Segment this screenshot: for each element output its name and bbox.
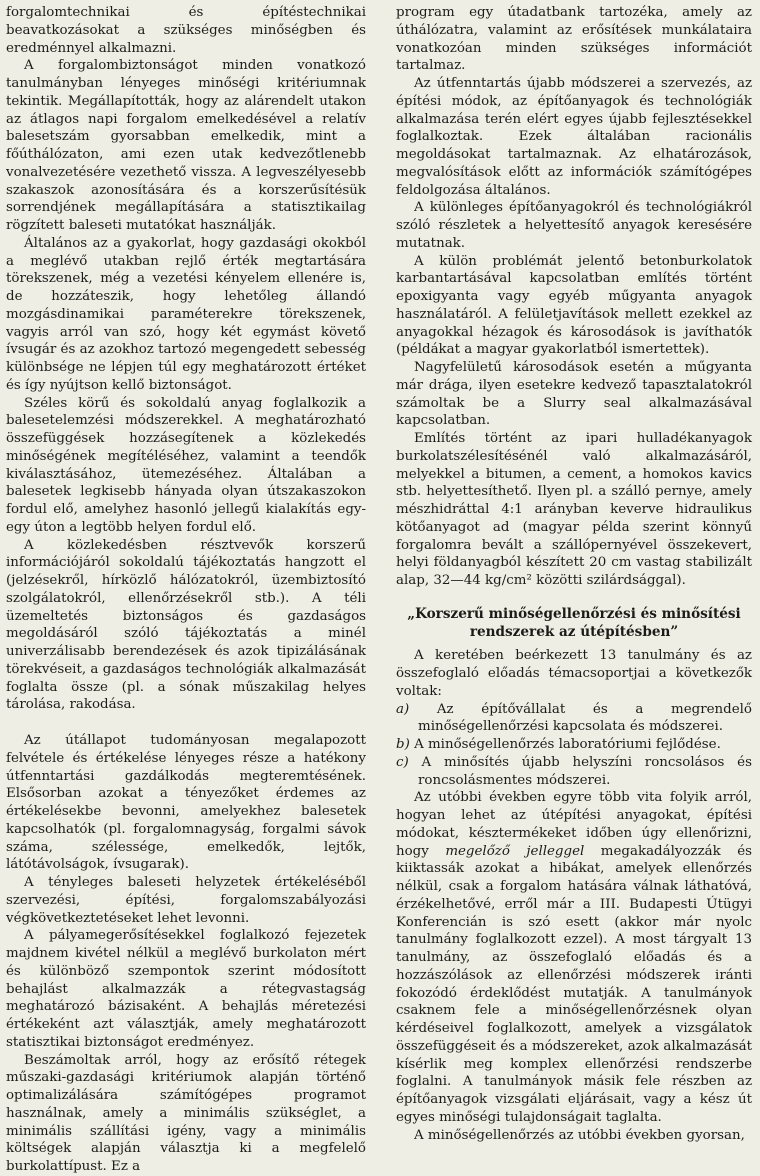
list-item-text: Az építővállalat és a megrendelő minőségellenőrzési kapcsolata és módszerei. (418, 701, 752, 735)
paragraph (396, 789, 752, 1126)
right-column (396, 4, 752, 1144)
list-marker: c) (396, 754, 409, 770)
list-item-text: A minősítés újabb helyszíni roncsolásos és roncsolásmentes módszerei. (418, 754, 752, 788)
paragraph: Széles körű és sokoldalú anyag foglalkozik a balesetelemzési módszerekkel. A meghatározható összefüggések hozzásegítenek a közlekedés minőségének megítéléséhez, valamint a teendők kiválasztásához, ütemezéséhez. Általában a balesetek legkisebb hányada olyan útszakaszokon fordul elő, amelyhez hasonló jellegű kialakítás egy-egy úton a legtöbb helyen fordul elő. (6, 395, 366, 535)
list-item (396, 701, 752, 737)
text-run: megakadályozzák és kiiktassák azokat a hibákat, amelyek ellenőrzés nélkül, csak a forgalom hatására válnak láthatóvá, érzékelhetővé, erről már a III. Budapesti Útügyi Konferencián is szó esett (akkor már nyolc tanulmány foglalkozott ezzel). A most tárgyalt 13 tanulmány, az összefoglaló előadás és a hozzászólások az ellenőrzési módszerek iránti fokozódó érdeklődést mutatják. A tanulmányok csaknem fele a minőségellenőrzésnek olyan kérdéseivel foglalkozott, amelyek a vizsgálatok összefüggéseit és a módszereket, azok alkalmazását kísérlik meg komplex ellenőrzési rendszerbe foglalni. A tanulmányok másik fele részben az építőanyagok vizsgálati eljárásait, vagy a kész út egyes minőségi tulajdonságait taglalta. (396, 843, 752, 1125)
paragraph: A különleges építőanyagokról és technológiákról szóló részletek a helyettesítő anyagok keresésére mutatnak. (396, 200, 752, 251)
paragraph: forgalomtechnikai és építéstechnikai beavatkozásokat a szükséges minőségben és eredménnyel alkalmazni. (6, 5, 366, 56)
list-item (396, 754, 752, 790)
list-item (396, 736, 752, 754)
section-heading: „Korszerű minőségellenőrzési és minősítési rendszerek az útépítésben” (407, 605, 741, 640)
left-column (6, 4, 366, 1176)
paragraph: Említés történt az ipari hulladékanyagok burkolatszélesítésénél való alkalmazásáról, melyekkel a bitumen, a cement, a homokos kavics stb. helyettesíthető. Ilyen pl. a szálló pernye, amely mészhidráttal 4:1 arányban keverve hidraulikus kötőanyagot ad (magyar példa szerint könnyű forgalomra bevált a szállópernyével összekevert, helyi földanyagból készített 20 cm vastag stabilizált alap, 32—44 kg/cm² közötti szilárdsággal). (396, 431, 752, 588)
paragraph (396, 1127, 752, 1145)
paragraph: A közlekedésben résztvevők korszerű információjáról sokoldalú tájékoztatás hangzott el (jelzésekről, hírközlő hálózatokról, üzembiztosító szolgálatokról, ellenőrzésekről stb.). A téli üzemeltetés biztonságos és gazdaságos megoldásáról szóló tájékoztatás a minél univerzálisabb berendezések és azok tipizálásának törekvéseit, a gazdaságos technológiák alkalmazását foglalta össze (pl. a sónak műszakilag helyes tárolása, rakodása. (6, 537, 366, 713)
paragraph: A tényleges baleseti helyzetek értékeléséből szervezési, építési, forgalomszabályozási végkövetkeztetéseket lehet levonni. (6, 875, 366, 926)
text-run: Az utóbbi években egyre több vita folyik arról, hogyan lehet az útépítési anyagokat, építési módokat, késztermékeket időben úgy ellenőrizni, hogy (396, 790, 752, 859)
paragraph: Nagyfelületű károsodások esetén a műgyanta már drága, ilyen esetekre kedvező tapasztalatokról számoltak be a Slurry seal alkalmazásával kapcsolatban. (396, 360, 752, 429)
list-item-text: A minőségellenőrzés laboratóriumi fejlődése. (414, 737, 721, 752)
paragraph: A forgalombiztonságot minden vonatkozó tanulmányban lényeges minőségi kritériumnak tekintik. Megállapították, hogy az alárendelt utakon az átlagos napi forgalom emelkedésével a relatív balesetszám gyorsabban emelkedik, mint a főúthálózaton, ami ezen utak kedvezőtlenebb vonalvezetésére vezethető vissza. A legveszélyesebb szakaszok azonosítására és a korszerűsítésük sorrendjének megállapítására a statisztikailag rögzített baleseti mutatókat használják. (6, 58, 366, 233)
paragraph: Az útfenntartás újabb módszerei a szervezés, az építési módok, az építőanyagok és technológiák alkalmazása terén elért egyes újabb fejlesztésekkel foglalkoztak. Ezek általában racionális megoldásokat tartalmaznak. Az elhatározások, megvalósítások előtt az információk számítógépes feldolgozása általános. (396, 76, 752, 198)
paragraph: Az útállapot tudományosan megalapozott felvétele és értékelése lényeges része a hatékony útfenntartási gazdálkodás megteremtésének. Elsősorban azokat a tényezőket érdemes az értékelésekbe bevonni, amelyekhez balesetek kapcsolhatók (pl. forgalomnagyság, forgalmi sávok száma, szélessége, emelkedők, lejtők, látótávolságok, ívsugarak). (6, 733, 366, 873)
paragraph: A pályamegerősítésekkel foglalkozó fejezetek majdnem kivétel nélkül a meglévő burkolaton mért és különböző szempontok szerint módosított behajlást alkalmazzák a rétegvastagság meghatározó bázisaként. A behajlás méretezési értékeként azt választják, amely meghatározott statisztikai biztonságot eredményez. (6, 928, 366, 1050)
paragraph: program egy útadatbank tartozéka, amely az úthálózatra, valamint az erősítések munkálataira vonatkozóan minden szükséges információt tartalmaz. (396, 5, 752, 74)
paragraph: Általános az a gyakorlat, hogy gazdasági okokból a meglévő utakban rejlő érték megtartására törekszenek, még a vezetési kényelem ellenére is, de hozzáteszik, hogy lehetőleg állandó mozgásdinamikai paraméterekre törekszenek, vagyis arról van szó, hogy két egymást követő ívsugár és az azokhoz tartozó megengedett sebesség különbsége ne lépjen túl egy meghatározott értéket és így nyújtson kellő biztonságot. (6, 235, 366, 393)
paragraph: Beszámoltak arról, hogy az erősítő rétegek műszaki-gazdasági kritériumok alapján történő optimalizálására számítógépes programot használnak, amely a minimális szükséglet, a minimális szállítási igény, vagy a minimális költségek alapján választja ki a megfelelő burkolattípust. Ez a (6, 1052, 366, 1174)
paragraph: A külön problémát jelentő betonburkolatok karbantartásával kapcsolatban említés történt epoxigyanta vagy egyéb műgyanta anyagok használatáról. A felületjavítások mellett ezekkel az anyagokkal hézagok és károsodások is javíthatók (példákat a magyar gyakorlatból ismertettek). (396, 253, 752, 358)
paragraph: A keretében beérkezett 13 tanulmány és az összefoglaló előadás témacsoportjai a következők voltak: (396, 648, 752, 699)
emphasized-text: megelőző jelleggel (445, 843, 585, 859)
text-run: A minőségellenőrzés az utóbbi években gyorsan, (414, 1127, 745, 1143)
list-marker: a) (396, 701, 410, 717)
list-marker: b) (396, 737, 410, 752)
